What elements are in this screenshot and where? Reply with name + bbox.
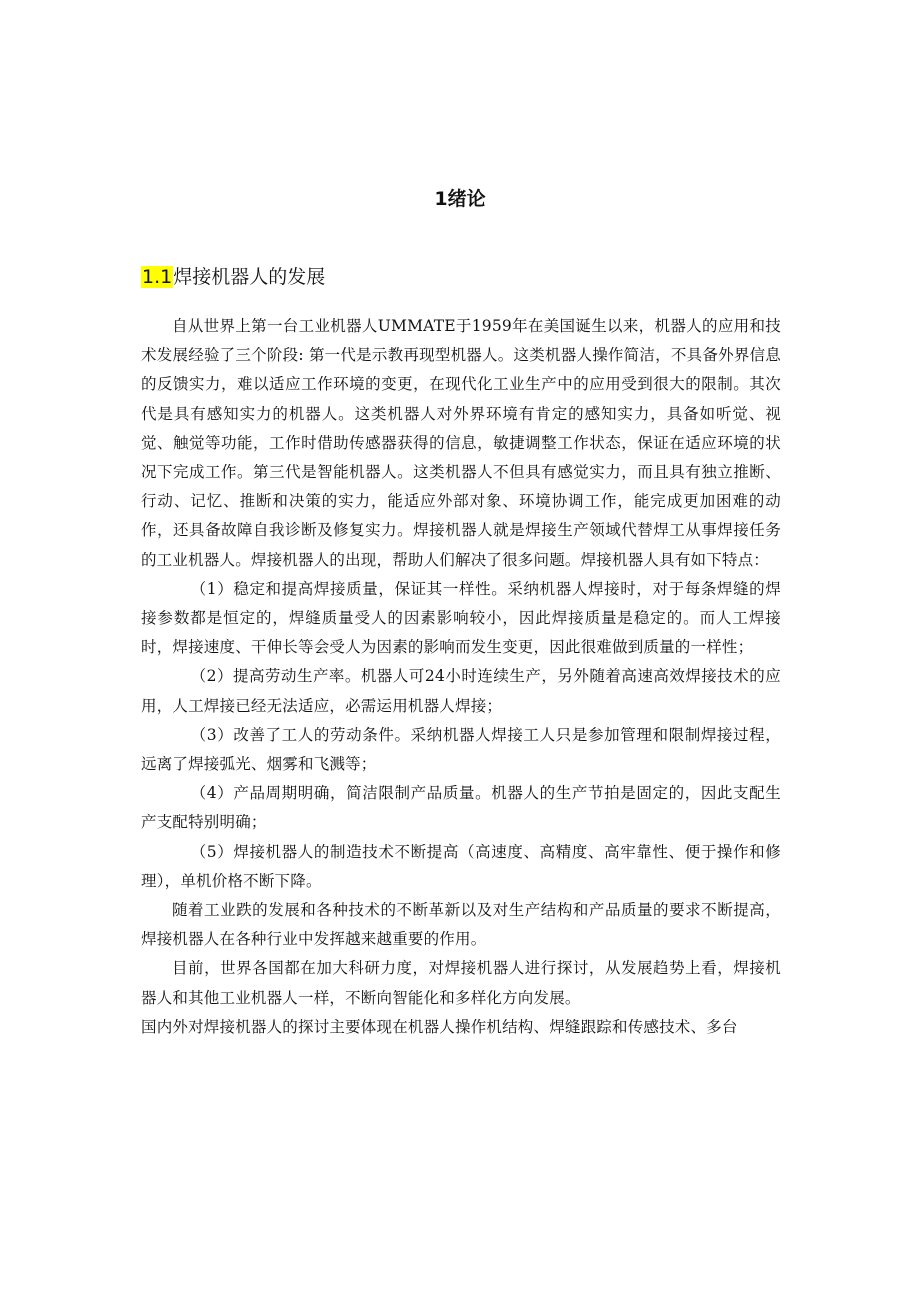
list-item-5: （5）焊接机器人的制造技术不断提高（高速度、高精度、高牢靠性、便于操作和修理），单机价格不断下降。 [141, 842, 781, 890]
list-item-3: （3）改善了工人的劳动条件。采纳机器人焊接工人只是参加管理和限制焊接过程，远离了焊接弧光、烟雾和飞溅等； [141, 725, 781, 774]
paragraph-intro: 自从世界上第一台工业机器人UMMATE于1959年在美国诞生以来，机器人的应用和技术发展经验了三个阶段: 第一代是示教再现型机器人。这类机器人操作简洁，不具备外界信息的反馈实力，难以适应工作环境的变更，在现代化工业生产中的应用受到很大的限制。其次代是具有感知实力的机器人。这类机器人对外界环境有肯定的感知实力，具备如听觉、视觉、触觉等功能，工作时借助传感器获得的信息，敏捷调整工作状态，保证在适应环境的状况下完成工作。第三代是智能机器人。这类机器人不但具有感觉实力，而且具有独立推断、行动、记忆、推断和决策的实力，能适应外部对象、环境协调工作，能完成更加困难的动作，还具备故障自我诊断及修复实力。焊接机器人就是焊接生产领域代替焊工从事焊接任务的工业机器人。焊接机器人的出现，帮助人们解决了很多问题。焊接机器人具有如下特点： [141, 317, 781, 569]
list-item-4: （4）产品周期明确，简洁限制产品质量。机器人的生产节拍是固定的，因此支配生产支配特别明确； [141, 784, 781, 832]
paragraph-trend: 目前，世界各国都在加大科研力度，对焊接机器人进行探讨，从发展趋势上看，焊接机器人和其他工业机器人一样，不断向智能化和多样化方向发展。 [141, 959, 781, 1007]
chapter-title: 1绪论 [434, 188, 486, 210]
paragraph-research: 国内外对焊接机器人的探讨主要体现在机器人操作机结构、焊缝跟踪和传感技术、多台 [141, 1017, 738, 1036]
list-item-2: （2）提高劳动生产率。机器人可24小时连续生产，另外随着高速高效焊接技术的应用，人工焊接已经无法适应，必需运用机器人焊接； [141, 667, 781, 715]
list-item-1: （1）稳定和提高焊接质量，保证其一样性。采纳机器人焊接时，对于每条焊缝的焊接参数都是恒定的，焊缝质量受人的因素影响较小，因此焊接质量是稳定的。而人工焊接时，焊接速度、干伸长等会受人为因素的影响而发生变更，因此很难做到质量的一样性； [141, 579, 781, 657]
section-heading [141, 262, 325, 292]
section-number: 1.1 [142, 266, 173, 288]
paragraph-importance: 随着工业跌的发展和各种技术的不断革新以及对生产结构和产品质量的要求不断提高，焊接机器人在各种行业中发挥越来越重要的作用。 [141, 901, 781, 949]
section-title: 焊接机器人的发展 [173, 266, 326, 288]
body-text [141, 312, 781, 1042]
